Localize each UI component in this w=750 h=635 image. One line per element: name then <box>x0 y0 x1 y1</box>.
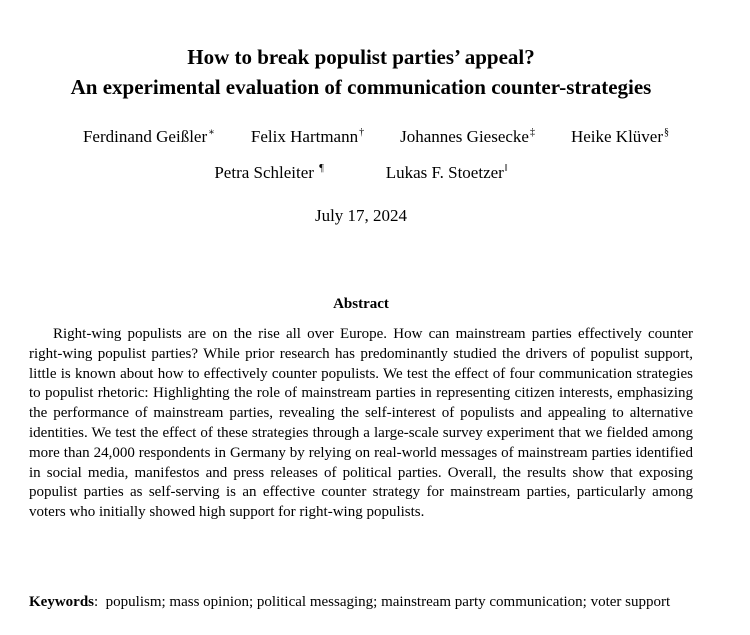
footnote-mark: † <box>359 127 365 138</box>
author-row-1 <box>0 124 722 150</box>
paper-title-line-2: An experimental evaluation of communication counter-strategies <box>70 75 652 99</box>
keywords-separator: : <box>94 594 106 610</box>
author-kluever: Heike Klüver§ <box>570 127 670 146</box>
footnote-mark: § <box>664 127 670 138</box>
author-geissler: Ferdinand Geißler∗ <box>82 127 215 146</box>
author-schleiter: Petra Schleiter ¶ <box>214 163 324 182</box>
footnote-mark: ‡ <box>529 127 535 138</box>
abstract-body: Right-wing populists are on the rise all over Europe. How can mainstream parties effectively counter right-wing populist parties? While prior research has predominantly studied the drivers of populist support, little is known about how to effectively counter populists. We test the effect of four communication strategies to populist rhetoric: Highlighting the role of mainstream parties in representing citizen interests, emphasizing the performance of mainstream parties, revealing the self-interest of populists and appealing to alternative identities. We test the effect of these strategies through a large-scale survey experiment that we fielded among more than 24,000 respondents in Germany by relying on real-world messages of mainstream parties identified in social media, manifestos and press releases of political parties. Overall, the results show that exposing populist parties as self-serving is an effective counter strategy for mainstream parties, particularly among voters who initially showed high support for right-wing populists. <box>29 326 693 521</box>
keywords <box>29 593 693 613</box>
author-hartmann: Felix Hartmann† <box>250 127 365 146</box>
keywords-label: Keywords <box>29 594 94 610</box>
abstract-heading: Abstract <box>333 296 389 312</box>
paper-title-line-1: How to break populist parties’ appeal? <box>187 45 535 69</box>
author-stoetzer: Lukas F. Stoetzer‖ <box>385 163 508 182</box>
publication-date: July 17, 2024 <box>314 206 408 225</box>
footnote-mark: ‖ <box>504 163 508 174</box>
author-row-2 <box>0 160 722 186</box>
author-giesecke: Johannes Giesecke‡ <box>400 127 535 146</box>
author-list <box>0 124 722 186</box>
keywords-text: populism; mass opinion; political messaging; mainstream party communication; voter support <box>105 594 671 610</box>
footnote-mark: ∗ <box>208 127 215 138</box>
footnote-mark: ¶ <box>319 163 324 174</box>
